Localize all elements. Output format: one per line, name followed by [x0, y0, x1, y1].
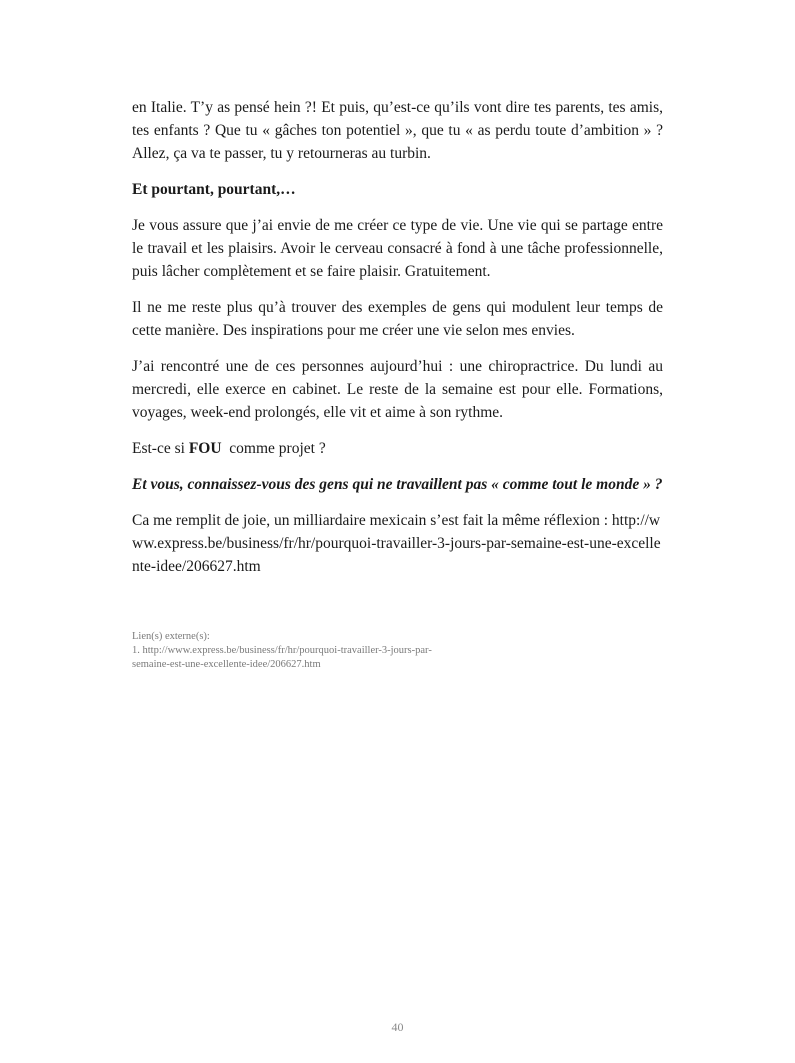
- paragraph-fou: [132, 437, 663, 460]
- fou-bold: FOU: [188, 440, 222, 457]
- external-links: [132, 630, 552, 672]
- page-number: 40: [391, 1020, 404, 1034]
- paragraph-italie: en Italie. T’y as pensé hein ?! Et puis, qu’est-ce qu’ils vont dire tes parents, tes amis, tes enfants ? Que tu « gâches ton potentiel », que tu « as perdu toute d’ambition » ? Allez, ça va te passer, tu y retourneras au turbin.: [132, 99, 663, 162]
- paragraph-envie: Je vous assure que j’ai envie de me créer ce type de vie. Une vie qui se partage entre le travail et les plaisirs. Avoir le cerveau consacré à fond à une tâche professionnelle, puis lâcher complètement et se faire plaisir. Gratuitement.: [132, 217, 663, 280]
- paragraph-exemples: Il ne me reste plus qu’à trouver des exemples de gens qui modulent leur temps de cette manière. Des inspirations pour me créer une vie selon mes envies.: [132, 299, 663, 339]
- external-links-label: Lien(s) externe(s):: [132, 631, 210, 642]
- question-paragraph: Et vous, connaissez-vous des gens qui ne travaillent pas « comme tout le monde » ?: [132, 476, 663, 493]
- paragraph-chiropractrice: J’ai rencontré une de ces personnes aujourd’hui : une chiropractrice. Du lundi au mercredi, elle exerce en cabinet. Le reste de la semaine est pour elle. Formations, voyages, week-end prolongés, elle vit et aime à son rythme.: [132, 358, 663, 421]
- fou-text-before: Est-ce si: [132, 440, 189, 457]
- paragraph-milliardaire: Ca me remplit de joie, un milliardaire mexicain s’est fait la même réflexion : http://www.express.be/business/fr/hr/pourquoi-travailler-3-jours-par-semaine-est-une-excellente-idee/206627.htm: [132, 512, 661, 575]
- page-body: [132, 96, 663, 591]
- external-link-1-line-1[interactable]: 1. http://www.express.be/business/fr/hr/pourquoi-travailler-3-jours-par-: [132, 645, 432, 656]
- external-link-1-line-2[interactable]: semaine-est-une-excellente-idee/206627.htm: [132, 659, 321, 670]
- fou-text-after: comme projet ?: [221, 440, 326, 457]
- section-heading: Et pourtant, pourtant,…: [132, 181, 296, 198]
